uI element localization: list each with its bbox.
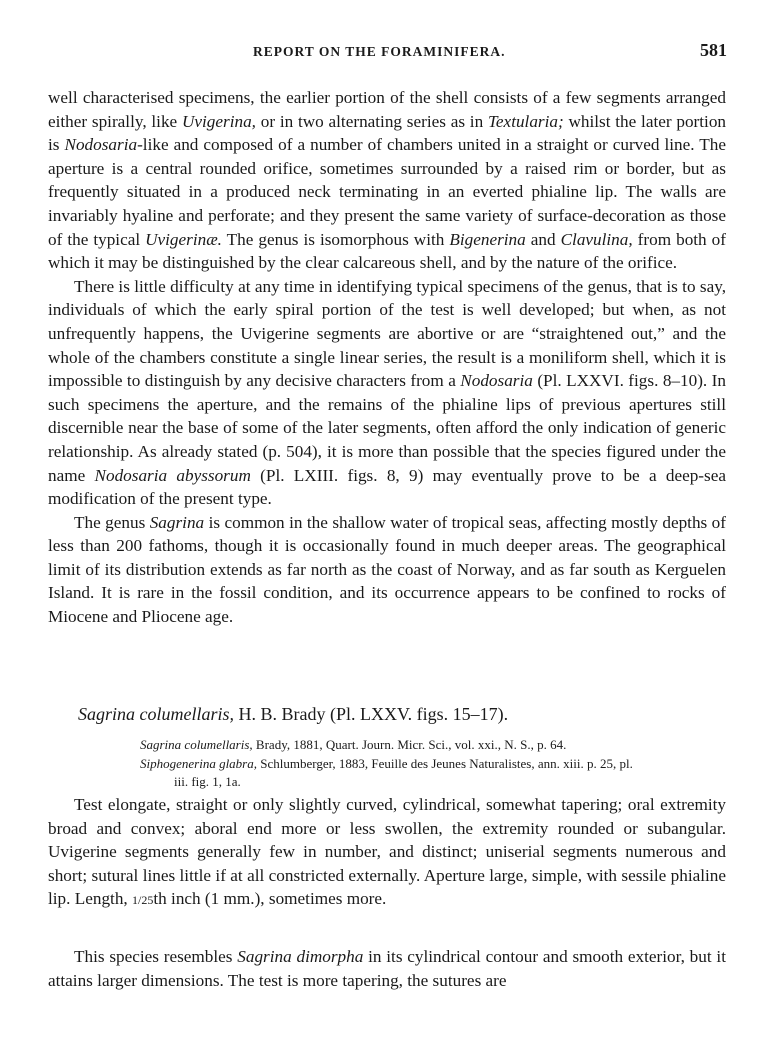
paragraph-identification: There is little difficulty at any time in identifying typical specimens of the genus, that is to say, individuals of which the early spiral portion of the test is well developed; but when, as not unfrequently happens, the Uvigerine segments are abortive or are “straightened out,” and the whole of the chambers constitute a single linear series, the result is a moniliform shell, which it is impossible to distinguish by any decisive characters from a Nodosaria (Pl. LXXVI. figs. 8–10). In such specimens the aperture, and the remains of the phialine lips of previous apertures still discernible near the base of some of the later segments, often afford the only indication of generic relationship. As already stated (p. 504), it is more than possible that the species figured under the name Nodosaria abyssorum (Pl. LXIII. figs. 8, 9) may eventually prove to be a deep-sea modification of the present type.	[48, 276, 726, 509]
paragraph-distribution: The genus Sagrina is common in the shallow water of tropical seas, affecting mostly depths of less than 200 fathoms, though it is occasionally found in much deeper areas. The geographical limit of its distribution extends as far north as the coast of Norway, and as far south as Kerguelen Island. It is rare in the fossil condition, and its occurrence appears to be confined to rocks of Miocene and Pliocene age.	[48, 512, 726, 627]
running-head: REPORT ON THE FORAMINIFERA.	[253, 44, 506, 59]
body-text	[48, 86, 726, 629]
synonymy-list	[140, 736, 730, 792]
page-number: 581	[700, 40, 727, 60]
paragraph-genus-characters: well characterised specimens, the earlier portion of the shell consists of a few segments arranged either spirally, like Uvigerina, or in two alternating series as in Textularia; whilst the later portion is Nodosaria-like and composed of a number of chambers united in a straight or curved line. The aperture is a central rounded orifice, sometimes surrounded by a raised rim or border, but as frequently situated in a produced neck terminating in an everted phialine lip. The walls are invariably hyaline and perforate; and they present the same variety of surface-decoration as those of the typical Uvigerinæ. The genus is isomorphous with Bigenerina and Clavulina, from both of which it may be distinguished by the clear calcareous shell, and by the nature of the orifice.	[48, 88, 727, 273]
species-remark: This species resembles Sagrina dimorpha in its cylindrical contour and smooth exterior, but it attains larger dimensions. The test is more tapering, the sutures are	[48, 947, 726, 990]
synonymy-entry-continuation: iii. fig. 1, 1a.	[174, 774, 241, 789]
species-description: Test elongate, straight or only slightly curved, cylindrical, somewhat tapering; oral extremity broad and convex; aboral end more or less swollen, the extremity rounded or subangular. Uvigerine segments generally few in number, and distinct; uniserial segments numerous and short; sutural lines little if at all constricted externally. Aperture large, simple, with sessile phialine lip. Length, 1/25th inch (1 mm.), sometimes more.	[48, 795, 726, 909]
synonymy-entry: Siphogenerina glabra, Schlumberger, 1883, Feuille des Jeunes Naturalistes, ann. xiii. p. 25, pl.	[140, 755, 633, 771]
page-header	[0, 40, 776, 64]
species-heading: Sagrina columellaris, H. B. Brady (Pl. LXXV. figs. 15–17).	[78, 704, 509, 724]
length-fraction: 1/25	[132, 893, 154, 908]
synonymy-entry: Sagrina columellaris, Brady, 1881, Quart. Journ. Micr. Sci., vol. xxi., N. S., p. 64.	[140, 737, 567, 752]
